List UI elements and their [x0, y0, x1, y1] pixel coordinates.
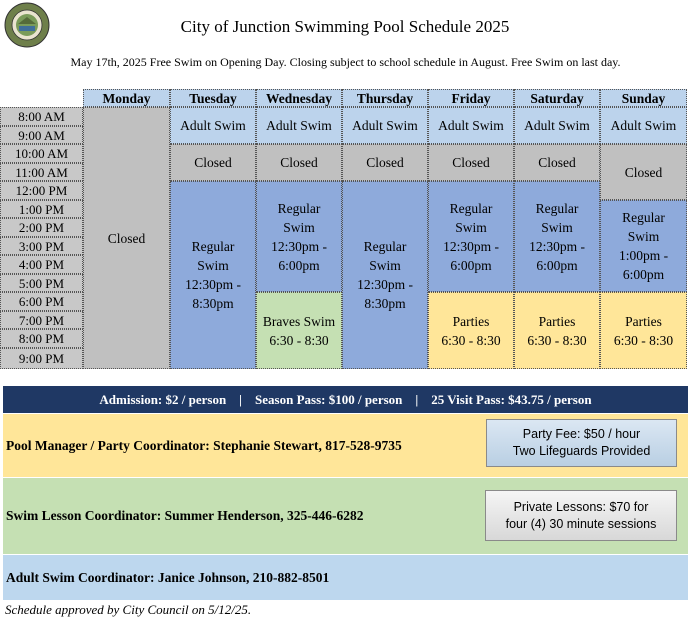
day-header-thursday: Thursday: [342, 89, 428, 107]
friday-closed: Closed: [428, 144, 514, 181]
friday-parties: [428, 292, 514, 369]
day-header-monday: Monday: [83, 89, 170, 107]
block-line: 8:30pm: [192, 296, 234, 311]
city-seal-icon: [2, 2, 52, 48]
saturday-regular-swim: [514, 181, 600, 292]
block-line: Braves Swim: [262, 313, 336, 329]
time-label: 8:00 AM: [0, 107, 83, 126]
tuesday-regular-swim: [170, 181, 256, 369]
block-line: 6:30 - 8:30: [441, 332, 501, 348]
saturday-parties: [514, 292, 600, 369]
party-fee-line: Party Fee: $50 / hour: [522, 427, 641, 441]
time-label: 5:00 PM: [0, 274, 83, 292]
wednesday-adult-swim: Adult Swim: [256, 107, 342, 144]
time-label: 8:00 PM: [0, 329, 83, 348]
block-line: 6:00pm: [536, 257, 578, 273]
saturday-adult-swim: Adult Swim: [514, 107, 600, 144]
page-title: City of Junction Swimming Pool Schedule 2025: [180, 17, 510, 36]
block-line: Parties: [452, 313, 490, 329]
sunday-parties: [600, 292, 687, 369]
time-label: 6:00 PM: [0, 292, 83, 311]
block-line: Regular: [191, 239, 235, 254]
party-fee-box: [486, 419, 677, 467]
block-line: Regular: [535, 200, 579, 216]
time-label: 11:00 AM: [0, 163, 83, 181]
time-label: 10:00 AM: [0, 144, 83, 163]
block-line: Swim: [627, 229, 660, 244]
time-label: 7:00 PM: [0, 311, 83, 329]
monday-closed-block: Closed: [83, 107, 170, 369]
sunday-adult-swim: Adult Swim: [600, 107, 687, 144]
wednesday-braves-swim: [256, 292, 342, 369]
block-line: 8:30pm: [364, 296, 406, 311]
page-subtitle: May 17th, 2025 Free Swim on Opening Day. Closing subject to school schedule in August. Free Swim on last day.: [70, 55, 621, 69]
time-label: 9:00 PM: [0, 348, 83, 369]
thursday-regular-swim: [342, 181, 428, 369]
day-header-wednesday: Wednesday: [256, 89, 342, 107]
block-line: 12:30pm -: [357, 277, 413, 292]
block-line: Regular: [277, 200, 321, 216]
approval-note: Schedule approved by City Council on 5/12/25.: [5, 602, 252, 617]
block-line: Swim: [283, 219, 315, 235]
block-line: 6:00pm: [450, 257, 492, 273]
block-line: 6:00pm: [278, 257, 320, 273]
time-label: 2:00 PM: [0, 218, 83, 237]
adult-swim-contact: Adult Swim Coordinator: Janice Johnson, 210-882-8501: [6, 569, 330, 585]
swim-lesson-contact: Swim Lesson Coordinator: Summer Henderson, 325-446-6282: [6, 508, 364, 523]
tuesday-closed: Closed: [170, 144, 256, 181]
saturday-closed: Closed: [514, 144, 600, 181]
wednesday-regular-swim: [256, 181, 342, 292]
block-line: 12:30pm -: [443, 238, 499, 254]
private-lessons-sessions-line: four (4) 30 minute sessions: [505, 516, 657, 531]
block-line: Swim: [455, 219, 487, 235]
block-line: Regular: [363, 239, 407, 254]
block-line: Parties: [538, 313, 576, 329]
day-header-saturday: Saturday: [514, 89, 600, 107]
time-label: 9:00 AM: [0, 126, 83, 144]
wednesday-closed: Closed: [256, 144, 342, 181]
block-line: 12:30pm -: [529, 238, 585, 254]
block-line: 12:30pm -: [271, 238, 327, 254]
friday-regular-swim: [428, 181, 514, 292]
pool-manager-contact: Pool Manager / Party Coordinator: Stephanie Stewart, 817-528-9735: [6, 437, 402, 453]
block-line: 12:30pm -: [185, 277, 241, 292]
private-lessons-line: Private Lessons: $70 for: [513, 499, 649, 514]
admission-bar: Admission: $2 / person | Season Pass: $100 / person | 25 Visit Pass: $43.75 / person: [3, 386, 688, 413]
tuesday-adult-swim: Adult Swim: [170, 107, 256, 144]
block-line: Swim: [369, 258, 401, 273]
block-line: Swim: [197, 258, 229, 273]
time-label: 1:00 PM: [0, 200, 83, 218]
thursday-adult-swim: Adult Swim: [342, 107, 428, 144]
thursday-closed: Closed: [342, 144, 428, 181]
block-line: 1:00pm -: [618, 248, 669, 263]
block-line: 6:00pm: [622, 267, 665, 282]
block-line: 6:30 - 8:30: [269, 332, 329, 348]
schedule-table: [0, 89, 691, 369]
block-line: Swim: [541, 219, 573, 235]
block-line: Regular: [622, 210, 665, 225]
friday-adult-swim: Adult Swim: [428, 107, 514, 144]
day-header-sunday: Sunday: [600, 89, 687, 107]
party-lifeguards-line: Two Lifeguards Provided: [512, 444, 651, 458]
time-label: 4:00 PM: [0, 255, 83, 274]
block-line: 6:30 - 8:30: [527, 332, 587, 348]
sunday-closed: Closed: [600, 144, 687, 200]
adult-swim-band: [3, 555, 688, 600]
time-label: 12:00 PM: [0, 181, 83, 200]
block-line: Parties: [625, 313, 662, 329]
private-lessons-box: [485, 490, 677, 541]
day-header-tuesday: Tuesday: [170, 89, 256, 107]
block-line: Regular: [449, 200, 493, 216]
sunday-regular-swim: [600, 200, 687, 292]
day-header-friday: Friday: [428, 89, 514, 107]
block-line: 6:30 - 8:30: [613, 332, 674, 348]
time-label: 3:00 PM: [0, 237, 83, 255]
